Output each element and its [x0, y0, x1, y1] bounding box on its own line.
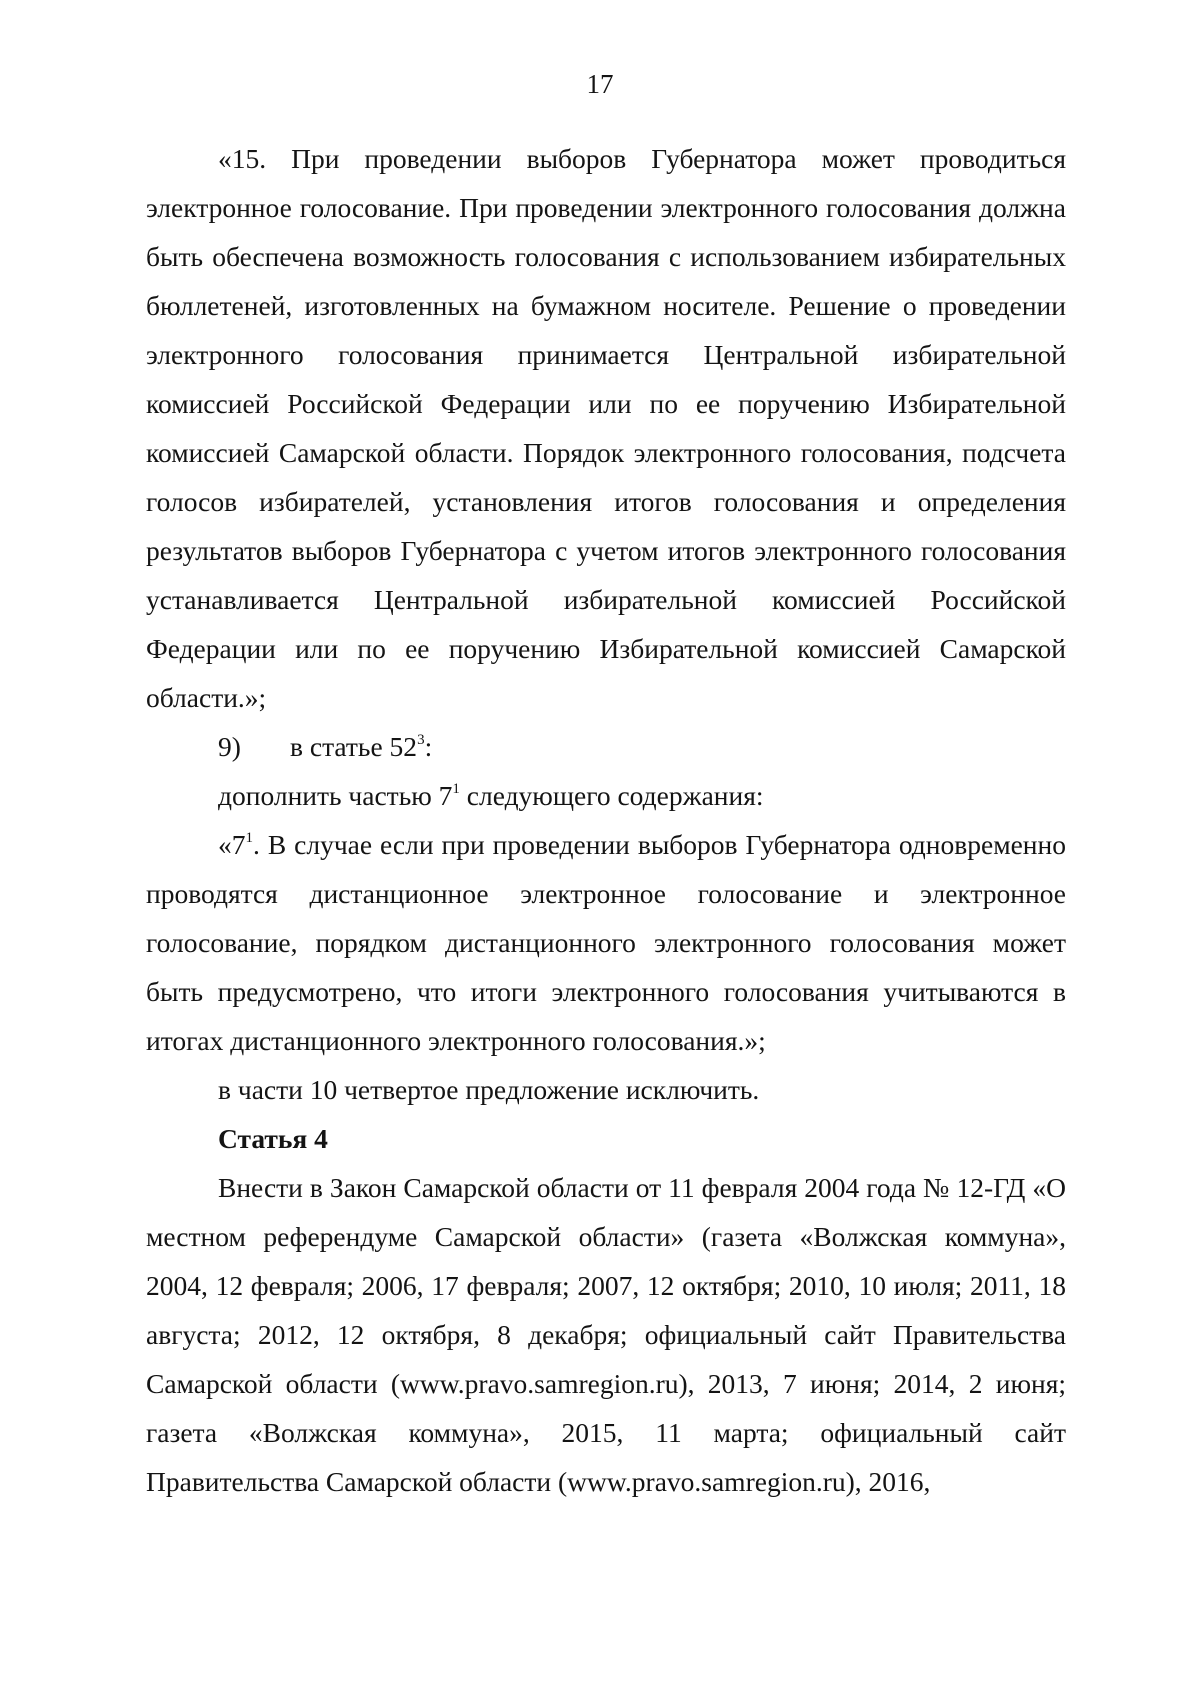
paragraph-part-10: в части 10 четвертое предложение исключить. — [218, 1074, 760, 1105]
paragraph-text: «7 — [218, 829, 246, 860]
paragraph-part-7-1 — [146, 820, 1066, 1065]
page-number: 17 — [586, 69, 614, 99]
superscript: 3 — [417, 732, 425, 748]
paragraph-text-tail: . В случае если при проведении выборов Губернатора одновременно проводятся дистанционное электронное голосование и электронное голосование, порядком дистанционного электронного голосования может быть предусмотрено, что итоги электронного голосования учитываются в итогах дистанционного электронного голосования.»; — [146, 829, 1066, 1056]
paragraph-text-tail: следующего содержания: — [459, 780, 764, 811]
superscript: 1 — [452, 781, 460, 797]
paragraph-governor-electronic-voting: «15. При проведении выборов Губернатора может проводиться электронное голосование. При проведении электронного голосования должна быть обеспечена возможность голосования с использованием избирательных бюллетеней, изготовленных на бумажном носителе. Решение о проведении электронного голосования принимается Центральной избирательной комиссией Российской Федерации или по ее поручению Избирательной комиссией Самарской области. Порядок электронного голосования, подсчета голосов избирателей, установления итогов голосования и определения результатов выборов Губернатора с учетом итогов электронного голосования устанавливается Центральной избирательной комиссией Российской Федерации или по ее поручению Избирательной комиссией Самарской области.»; — [146, 143, 1066, 713]
list-item-9 — [146, 722, 1066, 771]
list-item-colon: : — [424, 731, 433, 762]
list-item-number: 9) — [218, 731, 241, 762]
superscript: 1 — [245, 830, 253, 846]
list-item-text: в статье 52 — [290, 731, 418, 762]
paragraph-add-part — [146, 771, 1066, 820]
paragraph-text: дополнить частью 7 — [218, 780, 453, 811]
document-body — [146, 134, 1066, 1506]
article-heading: Статья 4 — [218, 1123, 328, 1154]
paragraph-article-4-amendment: Внести в Закон Самарской области от 11 февраля 2004 года № 12-ГД «О местном референдуме Самарской области» (газета «Волжская коммуна», 2004, 12 февраля; 2006, 17 февраля; 2007, 12 октября; 2010, 10 июля; 2011, 18 августа; 2012, 12 октября, 8 декабря; официальный сайт Правительства Самарской области (www.pravo.samregion.ru), 2013, 7 июня; 2014, 2 июня; газета «Волжская коммуна», 2015, 11 марта; официальный сайт Правительства Самарской области (www.pravo.samregion.ru), 2016, — [146, 1172, 1066, 1497]
